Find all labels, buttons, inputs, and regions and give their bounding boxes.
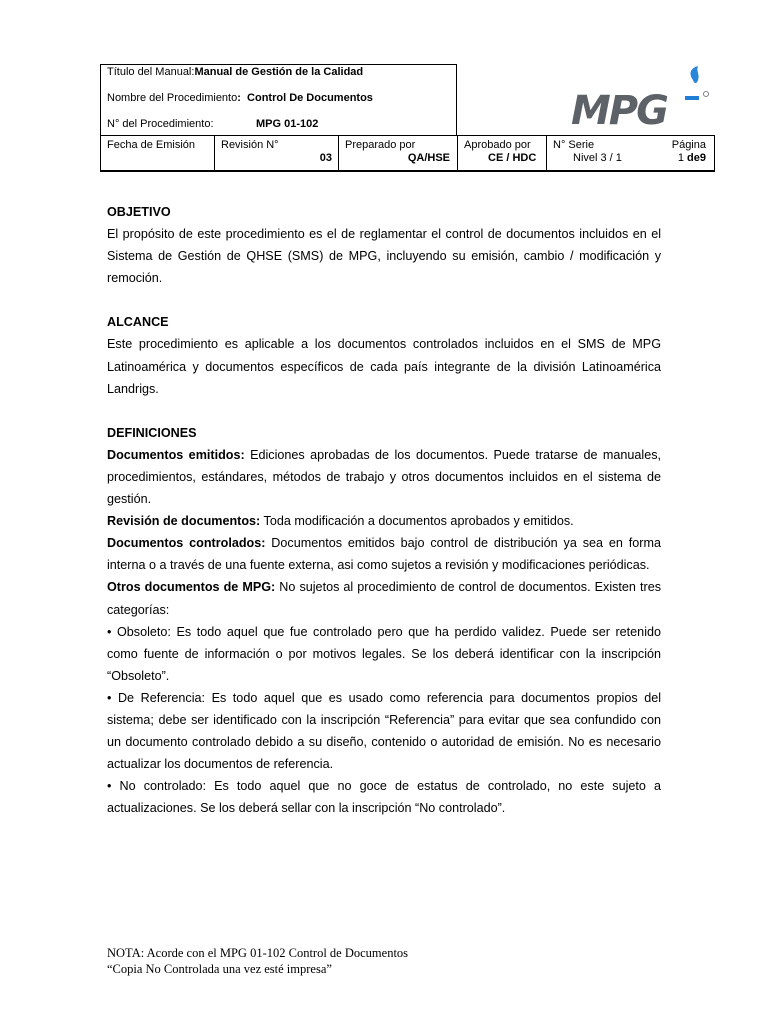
preparado-label: Preparado por bbox=[345, 139, 416, 151]
definition-text: Toda modificación a documentos aprobados y emitidos. bbox=[260, 514, 574, 529]
definition-revision-documentos bbox=[107, 510, 661, 532]
aprobado-cell bbox=[458, 136, 547, 170]
note-line-1: NOTA: Acorde con el MPG 01-102 Control de Documentos bbox=[107, 946, 409, 960]
revision-cell bbox=[215, 136, 339, 170]
revision-label: Revisión N° bbox=[221, 139, 279, 151]
mpg-logo-icon bbox=[567, 66, 717, 132]
definition-term: Documentos controlados: bbox=[107, 536, 266, 551]
definition-otros-documentos bbox=[107, 576, 661, 620]
procedure-name-value: Control De Documentos bbox=[247, 92, 373, 104]
note-line-2: “Copia No Controlada una vez esté impresa” bbox=[107, 961, 332, 976]
header-info-row bbox=[100, 135, 715, 172]
document-body bbox=[107, 201, 661, 819]
alcance-heading: ALCANCE bbox=[107, 315, 169, 330]
pagina-value bbox=[678, 152, 706, 164]
definition-text: Documentos emitidos bajo control de distribución ya sea en forma interna o a través de una fuente externa, asi como sujetos a revisión y modificaciones periódicas. bbox=[107, 536, 661, 573]
preparado-value: QA/HSE bbox=[407, 152, 450, 164]
procedure-name-colon: : bbox=[237, 92, 241, 104]
bullet-referencia: • De Referencia: Es todo aquel que es usado como referencia para documentos propios del sistema; debe ser identificado con la inscripción “Referencia” para evitar que sea confundido con un documento controlado debido a su diseño, contenido o autoridad de emisión. No es necesario actualizar los documentos de referencia. bbox=[107, 690, 661, 772]
fecha-label: Fecha de Emisión bbox=[107, 139, 196, 151]
procedure-number-line bbox=[107, 118, 319, 130]
pagina-of: de9 bbox=[687, 152, 706, 164]
definition-text: Ediciones aprobadas de los documentos. Puede tratarse de manuales, procedimientos, estándares, métodos de trabajo y otros documentos incluidos en el sistema de gestión. bbox=[107, 447, 661, 507]
pagina-label: Página bbox=[671, 139, 706, 151]
procedure-name-line bbox=[107, 92, 373, 104]
company-logo bbox=[457, 64, 715, 136]
footer-note bbox=[107, 946, 408, 977]
aprobado-value: CE / HDC bbox=[488, 152, 537, 164]
preparado-cell bbox=[339, 136, 458, 170]
aprobado-label: Aprobado por bbox=[464, 139, 531, 151]
manual-value: Manual de Gestión de la Calidad bbox=[194, 66, 364, 78]
bullet-no-controlado: • No controlado: Es todo aquel que no goce de estatus de controlado, no este sujeto a actualizaciones. Se los deberá sellar con la inscripción “No controlado”. bbox=[107, 779, 661, 816]
serie-value: Nivel 3 / 1 bbox=[573, 152, 622, 164]
svg-text:MPG: MPG bbox=[571, 88, 667, 132]
definition-term: Documentos emitidos: bbox=[107, 447, 245, 462]
pagina-number: 1 bbox=[677, 152, 684, 164]
procedure-number-value: MPG 01-102 bbox=[256, 118, 319, 130]
definiciones-heading: DEFINICIONES bbox=[107, 425, 197, 440]
definition-documentos-controlados bbox=[107, 532, 661, 576]
definition-term: Revisión de documentos: bbox=[107, 514, 261, 529]
document-header bbox=[100, 64, 715, 172]
procedure-name-label: Nombre del Procedimiento bbox=[107, 92, 238, 104]
definition-text: No sujetos al procedimiento de control de documentos. Existen tres categorías: bbox=[107, 580, 661, 617]
fecha-cell bbox=[101, 136, 215, 170]
manual-title-line bbox=[107, 66, 363, 78]
objetivo-heading: OBJETIVO bbox=[107, 205, 171, 219]
definition-documentos-emitidos bbox=[107, 444, 661, 510]
definition-term: Otros documentos de MPG: bbox=[107, 580, 276, 595]
manual-label: Título del Manual: bbox=[107, 66, 195, 78]
bullet-obsoleto: • Obsoleto: Es todo aquel que fue controlado pero que ha perdido validez. Puede ser retenido como fuente de información o por motivos legales. Se los deberá identificar con la inscripción “Obsoleto”. bbox=[107, 624, 661, 683]
serie-label: N° Serie bbox=[553, 139, 595, 151]
alcance-text: Este procedimiento es aplicable a los documentos controlados incluidos en el SMS de MPG Latinoamérica y documentos específicos de cada país integrante de la división Latinoamérica Landrigs. bbox=[107, 337, 661, 396]
header-info-box bbox=[100, 64, 457, 136]
serie-pagina-cell bbox=[547, 136, 716, 170]
procedure-number-label: N° del Procedimiento: bbox=[107, 118, 214, 130]
revision-value: 03 bbox=[319, 152, 332, 164]
objetivo-text: El propósito de este procedimiento es el de reglamentar el control de documentos incluidos en el Sistema de Gestión de QHSE (SMS) de MPG, incluyendo su emisión, cambio / modificación y remoción. bbox=[107, 227, 661, 286]
